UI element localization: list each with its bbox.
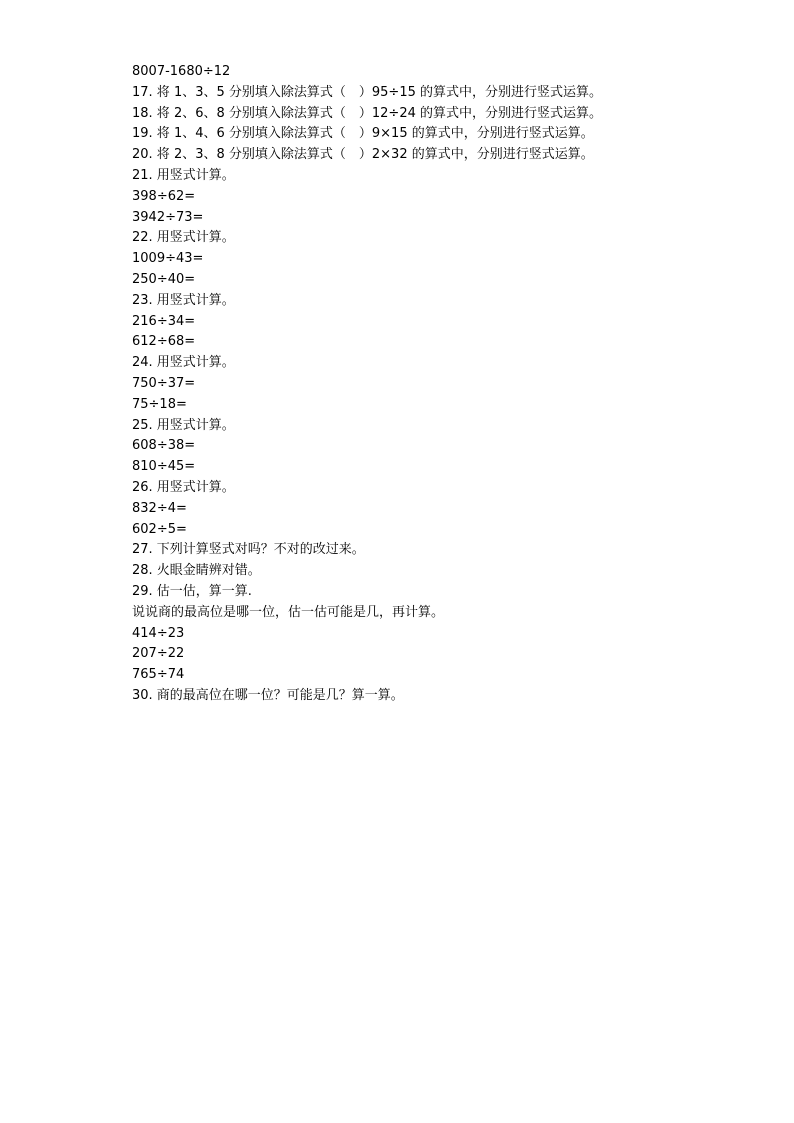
question-24: 24. 用竖式计算。 — [132, 355, 235, 371]
question-23: 23. 用竖式计算。 — [132, 292, 235, 308]
expression-line: 765÷74 — [132, 667, 185, 683]
question-18: 18. 将 2、6、8 分别填入除法算式（ ）12÷24 的算式中，分别进行竖式运算。 — [132, 105, 602, 121]
expression-line: 207÷22 — [132, 646, 185, 662]
question-21: 21. 用竖式计算。 — [132, 167, 235, 183]
question-20: 20. 将 2、3、8 分别填入除法算式（ ）2×32 的算式中，分别进行竖式运算。 — [132, 147, 594, 163]
expression-line: 1009÷43= — [132, 251, 204, 267]
question-22: 22. 用竖式计算。 — [132, 230, 235, 246]
expression-line: 612÷68= — [132, 334, 196, 350]
instruction-line: 说说商的最高位是哪一位，估一估可能是几，再计算。 — [132, 604, 445, 620]
expression-line: 414÷23 — [132, 625, 185, 641]
expression-line: 3942÷73= — [132, 209, 204, 225]
expression-line: 216÷34= — [132, 313, 196, 329]
question-28: 28. 火眼金睛辨对错。 — [132, 563, 261, 579]
expression-line: 608÷38= — [132, 438, 196, 454]
expression-line: 398÷62= — [132, 188, 196, 204]
expression-line: 250÷40= — [132, 271, 196, 287]
expression-line: 8007-1680÷12 — [132, 64, 231, 79]
expression-line: 832÷4= — [132, 500, 187, 516]
expression-line: 750÷37= — [132, 375, 196, 391]
document-body — [132, 62, 664, 707]
question-27: 27. 下列计算竖式对吗？不对的改过来。 — [132, 542, 365, 558]
question-26: 26. 用竖式计算。 — [132, 479, 235, 495]
expression-line: 602÷5= — [132, 521, 187, 537]
question-25: 25. 用竖式计算。 — [132, 417, 235, 433]
expression-line: 810÷45= — [132, 459, 196, 475]
question-19: 19. 将 1、4、6 分别填入除法算式（ ）9×15 的算式中，分别进行竖式运算。 — [132, 126, 594, 142]
question-30: 30. 商的最高位在哪一位？可能是几？算一算。 — [132, 687, 404, 703]
expression-line: 75÷18= — [132, 396, 187, 412]
question-17: 17. 将 1、3、5 分别填入除法算式（ ）95÷15 的算式中，分别进行竖式运算。 — [132, 84, 602, 100]
question-29: 29. 估一估，算一算. — [132, 583, 252, 599]
